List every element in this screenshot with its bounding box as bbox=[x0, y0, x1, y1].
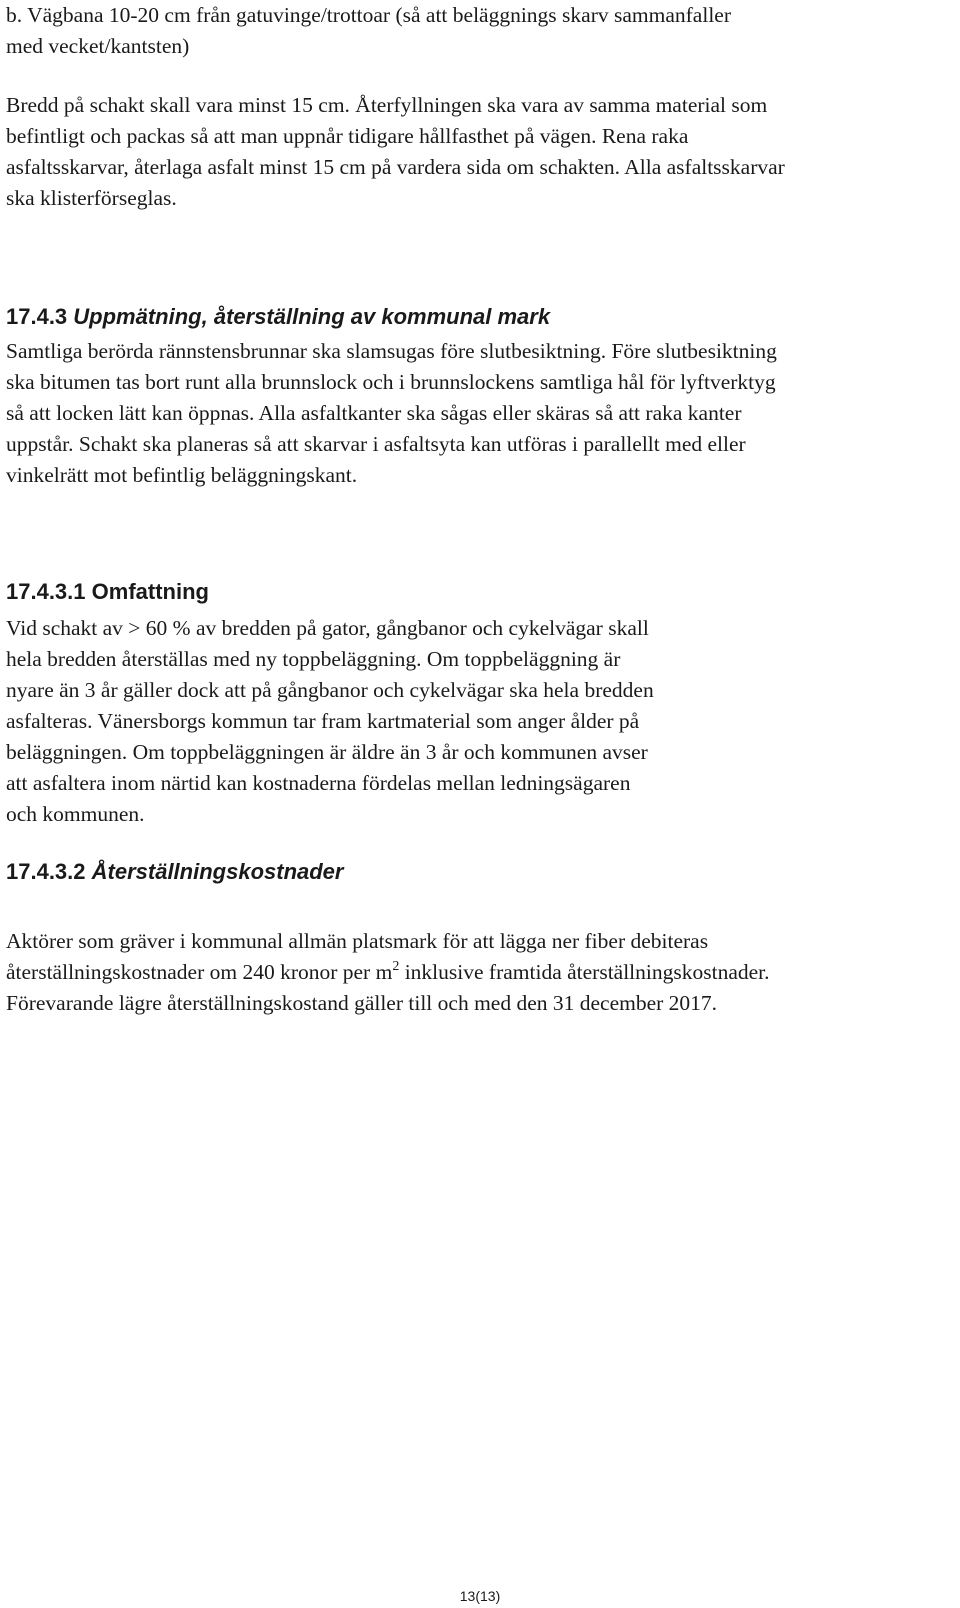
section-heading-17-4-3-1 bbox=[6, 577, 209, 607]
section-title: Återställningskostnader bbox=[91, 859, 344, 884]
paragraph-line: befintligt och packas så att man uppnår tidigare hållfasthet på vägen. Rena raka bbox=[6, 124, 689, 148]
paragraph-line bbox=[6, 957, 770, 988]
section-number: 17.4.3 bbox=[6, 304, 68, 329]
paragraph-line: uppstår. Schakt ska planeras så att skarvar i asfaltsyta kan utföras i parallellt med eller bbox=[6, 432, 746, 456]
superscript-2: 2 bbox=[392, 959, 400, 974]
section-number: 17.4.3.1 bbox=[6, 579, 86, 604]
section-heading-17-4-3 bbox=[6, 302, 550, 332]
paragraph-schakt-bredd bbox=[6, 90, 785, 214]
list-item-b bbox=[6, 0, 731, 62]
paragraph-line: asfalteras. Vänersborgs kommun tar fram kartmaterial som anger ålder på bbox=[6, 709, 640, 733]
section-title: Omfattning bbox=[91, 579, 209, 604]
page-number: 13(13) bbox=[459, 1588, 501, 1604]
paragraph-line: ska bitumen tas bort runt alla brunnslock och i brunnslockens samtliga hål för lyftverktyg bbox=[6, 370, 776, 394]
cost-text: återställningskostnader om 240 kronor per m bbox=[6, 960, 393, 984]
paragraph-uppmatning bbox=[6, 336, 777, 491]
paragraph-line: hela bredden återställas med ny toppbeläggning. Om toppbeläggning är bbox=[6, 647, 621, 671]
paragraph-line: och kommunen. bbox=[6, 802, 145, 826]
paragraph-line: Vid schakt av > 60 % av bredden på gator, gångbanor och cykelvägar skall bbox=[6, 616, 649, 640]
cost-text-continued: inklusive framtida återställningskostnader. bbox=[399, 960, 770, 984]
paragraph-aterstallningskostnader bbox=[6, 926, 770, 1019]
paragraph-line: Samtliga berörda rännstensbrunnar ska slamsugas före slutbesiktning. Före slutbesiktning bbox=[6, 339, 777, 363]
paragraph-line: Aktörer som gräver i kommunal allmän platsmark för att lägga ner fiber debiteras bbox=[6, 929, 709, 953]
paragraph-line: asfaltsskarvar, återlaga asfalt minst 15 cm på vardera sida om schakten. Alla asfaltsskarvar bbox=[6, 155, 785, 179]
section-title: Uppmätning, återställning av kommunal mark bbox=[73, 304, 551, 329]
list-item-b-line: b. Vägbana 10-20 cm från gatuvinge/trottoar (så att beläggnings skarv sammanfaller bbox=[6, 3, 731, 27]
paragraph-line: vinkelrätt mot befintlig beläggningskant. bbox=[6, 463, 358, 487]
paragraph-omfattning bbox=[6, 613, 654, 830]
paragraph-line: så att locken lätt kan öppnas. Alla asfaltkanter ska sågas eller skäras så att raka kanter bbox=[6, 401, 742, 425]
paragraph-line: Bredd på schakt skall vara minst 15 cm. Återfyllningen ska vara av samma material som bbox=[6, 93, 768, 117]
section-number: 17.4.3.2 bbox=[6, 859, 86, 884]
paragraph-line: Förevarande lägre återställningskostand gäller till och med den 31 december 2017. bbox=[6, 991, 718, 1015]
paragraph-line: ska klisterförseglas. bbox=[6, 186, 177, 210]
section-heading-17-4-3-2 bbox=[6, 857, 343, 887]
paragraph-line: att asfaltera inom närtid kan kostnaderna fördelas mellan ledningsägaren bbox=[6, 771, 631, 795]
list-item-b-line: med vecket/kantsten) bbox=[6, 34, 190, 58]
paragraph-line: beläggningen. Om toppbeläggningen är äldre än 3 år och kommunen avser bbox=[6, 740, 648, 764]
paragraph-line: nyare än 3 år gäller dock att på gångbanor och cykelvägar ska hela bredden bbox=[6, 678, 654, 702]
